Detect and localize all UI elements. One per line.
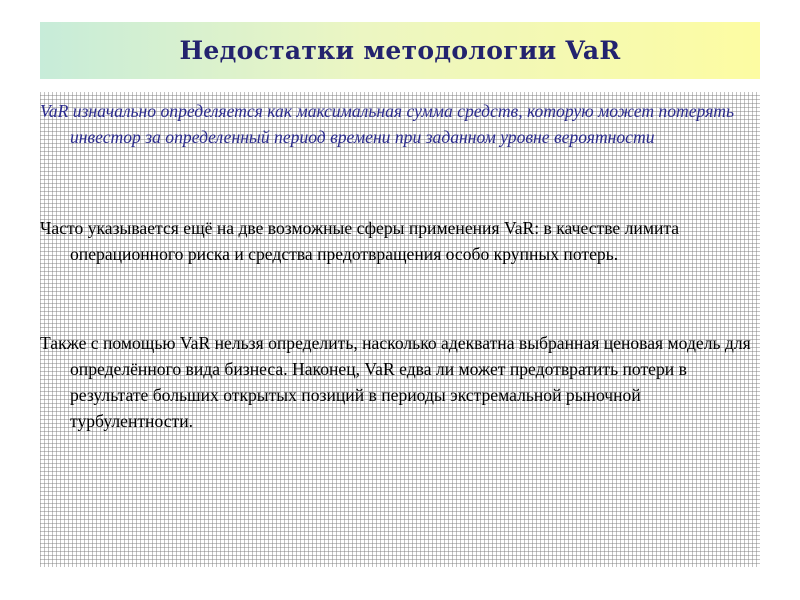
definition-paragraph: VaR изначально определяется как максимальная сумма средств, которую может потерять инвестор за определенный период времени при заданном уровне вероятности bbox=[40, 101, 734, 147]
slide-title: Недостатки методологии VaR bbox=[179, 36, 621, 65]
content-box bbox=[40, 92, 760, 567]
limitations-paragraph: Также с помощью VaR нельзя определить, насколько адекватна выбранная ценовая модель для определённого вида бизнеса. Наконец, VaR едва ли может предотвратить потери в результате больших открытых позиций в периоды экстремальной рыночной турбулентности. bbox=[40, 333, 751, 431]
title-bar bbox=[40, 22, 760, 79]
applications-paragraph: Часто указывается ещё на две возможные сферы применения VaR: в качестве лимита операционного риска и средства предотвращения особо крупных потерь. bbox=[40, 218, 680, 264]
